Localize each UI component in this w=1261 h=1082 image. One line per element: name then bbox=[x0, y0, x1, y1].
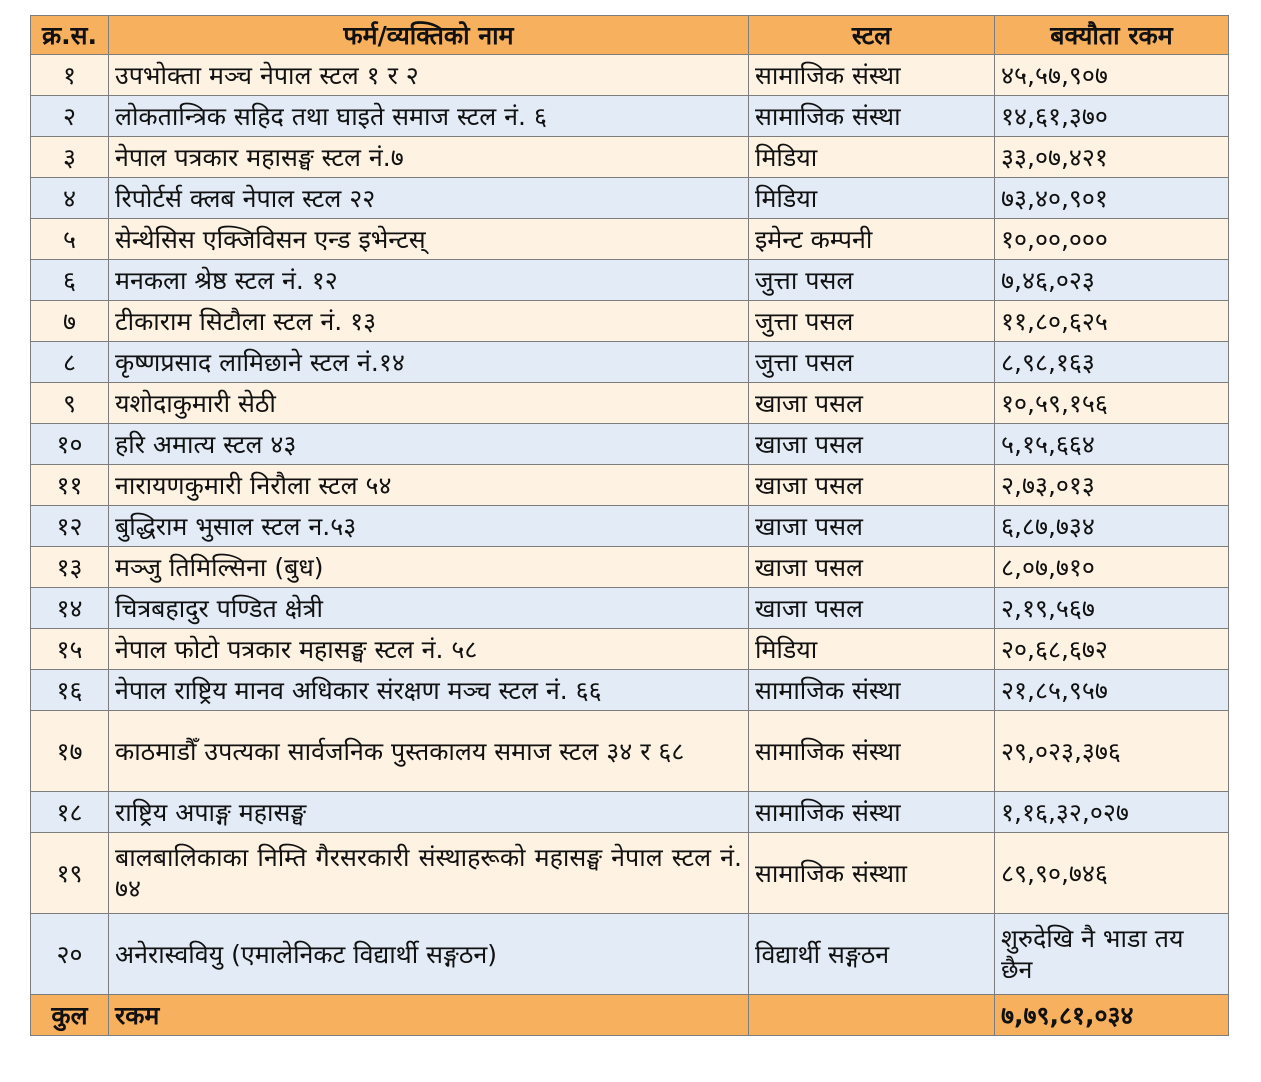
row-sn: १२ bbox=[31, 506, 109, 547]
table-row bbox=[31, 424, 1229, 465]
table-row bbox=[31, 383, 1229, 424]
row-sn: ५ bbox=[31, 219, 109, 260]
row-sn: २ bbox=[31, 96, 109, 137]
row-sn: ४ bbox=[31, 178, 109, 219]
row-stall: सामाजिक संस्था bbox=[749, 711, 995, 792]
row-sn: १८ bbox=[31, 792, 109, 833]
row-name: मनकला श्रेष्ठ स्टल नं. १२ bbox=[109, 260, 749, 301]
row-amount: ८,९८,१६३ bbox=[995, 342, 1229, 383]
row-name: अनेरास्ववियु (एमालेनिकट विद्यार्थी सङ्गठन) bbox=[109, 914, 749, 995]
total-empty-cell bbox=[749, 995, 995, 1036]
row-sn: ८ bbox=[31, 342, 109, 383]
table-row bbox=[31, 219, 1229, 260]
row-name: मञ्जु तिमिल्सिना (बुध) bbox=[109, 547, 749, 588]
row-amount: २,१९,५६७ bbox=[995, 588, 1229, 629]
row-name: कृष्णप्रसाद लामिछाने स्टल नं.१४ bbox=[109, 342, 749, 383]
row-amount: २,७३,०१३ bbox=[995, 465, 1229, 506]
table-row bbox=[31, 301, 1229, 342]
row-stall: सामाजिक संस्था bbox=[749, 96, 995, 137]
table-row bbox=[31, 670, 1229, 711]
row-stall: विद्यार्थी सङ्गठन bbox=[749, 914, 995, 995]
table-row bbox=[31, 629, 1229, 670]
row-amount: ७,४६,०२३ bbox=[995, 260, 1229, 301]
row-stall: सामाजिक संस्थाा bbox=[749, 833, 995, 914]
row-stall: मिडिया bbox=[749, 178, 995, 219]
row-name: रिपोर्टर्स क्लब नेपाल स्टल २२ bbox=[109, 178, 749, 219]
row-name: नेपाल राष्ट्रिय मानव अधिकार संरक्षण मञ्च स्टल नं. ६६ bbox=[109, 670, 749, 711]
table-row bbox=[31, 137, 1229, 178]
row-name: नारायणकुमारी निरौला स्टल ५४ bbox=[109, 465, 749, 506]
row-sn: १३ bbox=[31, 547, 109, 588]
table-row bbox=[31, 914, 1229, 995]
row-sn: ६ bbox=[31, 260, 109, 301]
row-sn: १० bbox=[31, 424, 109, 465]
row-amount: २१,८५,९५७ bbox=[995, 670, 1229, 711]
row-name: बुद्धिराम भुसाल स्टल न.५३ bbox=[109, 506, 749, 547]
dues-table bbox=[30, 15, 1229, 1036]
row-amount: ४५,५७,९०७ bbox=[995, 55, 1229, 96]
row-amount: ८९,९०,७४६ bbox=[995, 833, 1229, 914]
row-sn: २० bbox=[31, 914, 109, 995]
row-stall: खाजा पसल bbox=[749, 424, 995, 465]
row-sn: १९ bbox=[31, 833, 109, 914]
row-name: बालबालिकाका निम्ति गैरसरकारी संस्थाहरूको महासङ्घ नेपाल स्टल नं. ७४ bbox=[109, 833, 749, 914]
row-name: राष्ट्रिय अपाङ्ग महासङ्घ bbox=[109, 792, 749, 833]
row-name: यशोदाकुमारी सेठी bbox=[109, 383, 749, 424]
header-name: फर्म/व्यक्तिको नाम bbox=[109, 16, 749, 55]
row-amount: ११,८०,६२५ bbox=[995, 301, 1229, 342]
row-stall: मिडिया bbox=[749, 137, 995, 178]
row-stall: सामाजिक संस्था bbox=[749, 670, 995, 711]
row-amount: १,१६,३२,०२७ bbox=[995, 792, 1229, 833]
table-row bbox=[31, 55, 1229, 96]
row-stall: जुत्ता पसल bbox=[749, 342, 995, 383]
table-row bbox=[31, 547, 1229, 588]
row-stall: जुत्ता पसल bbox=[749, 301, 995, 342]
row-amount: शुरुदेखि नै भाडा तय छैन bbox=[995, 914, 1229, 995]
header-sn: क्र.स. bbox=[31, 16, 109, 55]
row-amount: ७३,४०,९०१ bbox=[995, 178, 1229, 219]
row-stall: जुत्ता पसल bbox=[749, 260, 995, 301]
row-name: लोकतान्त्रिक सहिद तथा घाइते समाज स्टल नं. ६ bbox=[109, 96, 749, 137]
row-amount: २९,०२३,३७६ bbox=[995, 711, 1229, 792]
row-name: काठमाडौँ उपत्यका सार्वजनिक पुस्तकालय समाज स्टल ३४ र ६८ bbox=[109, 711, 749, 792]
row-name: नेपाल फोटो पत्रकार महासङ्घ स्टल नं. ५८ bbox=[109, 629, 749, 670]
table-row bbox=[31, 506, 1229, 547]
table-row bbox=[31, 833, 1229, 914]
row-stall: इमेन्ट कम्पनी bbox=[749, 219, 995, 260]
table-row bbox=[31, 792, 1229, 833]
row-amount: २०,६८,६७२ bbox=[995, 629, 1229, 670]
row-stall: खाजा पसल bbox=[749, 506, 995, 547]
row-stall: खाजा पसल bbox=[749, 588, 995, 629]
total-row bbox=[31, 995, 1229, 1036]
table-header bbox=[31, 16, 1229, 55]
row-amount: १०,५९,१५६ bbox=[995, 383, 1229, 424]
row-name: हरि अमात्य स्टल ४३ bbox=[109, 424, 749, 465]
row-sn: १५ bbox=[31, 629, 109, 670]
row-amount: ३३,०७,४२१ bbox=[995, 137, 1229, 178]
row-stall: सामाजिक संस्था bbox=[749, 55, 995, 96]
table-row bbox=[31, 178, 1229, 219]
row-stall: सामाजिक संस्था bbox=[749, 792, 995, 833]
row-sn: १४ bbox=[31, 588, 109, 629]
total-amount: ७,७९,८१,०३४ bbox=[995, 995, 1229, 1036]
total-label-name: रकम bbox=[109, 995, 749, 1036]
row-stall: खाजा पसल bbox=[749, 383, 995, 424]
table-row bbox=[31, 342, 1229, 383]
row-sn: १६ bbox=[31, 670, 109, 711]
row-name: टीकाराम सिटौला स्टल नं. १३ bbox=[109, 301, 749, 342]
row-sn: ११ bbox=[31, 465, 109, 506]
row-stall: मिडिया bbox=[749, 629, 995, 670]
row-stall: खाजा पसल bbox=[749, 465, 995, 506]
table-row bbox=[31, 96, 1229, 137]
table-row bbox=[31, 711, 1229, 792]
row-name: नेपाल पत्रकार महासङ्घ स्टल नं.७ bbox=[109, 137, 749, 178]
row-name: सेन्थेसिस एक्जिविसन एन्ड इभेन्टस् bbox=[109, 219, 749, 260]
table-body bbox=[31, 55, 1229, 995]
row-sn: १ bbox=[31, 55, 109, 96]
total-label-sn: कुल bbox=[31, 995, 109, 1036]
row-sn: ७ bbox=[31, 301, 109, 342]
row-amount: १०,००,००० bbox=[995, 219, 1229, 260]
row-amount: ५,१५,६६४ bbox=[995, 424, 1229, 465]
row-sn: ३ bbox=[31, 137, 109, 178]
table-footer bbox=[31, 995, 1229, 1036]
table-row bbox=[31, 588, 1229, 629]
row-amount: १४,६१,३७० bbox=[995, 96, 1229, 137]
row-sn: ९ bbox=[31, 383, 109, 424]
row-amount: ८,०७,७१० bbox=[995, 547, 1229, 588]
row-name: चित्रबहादुर पण्डित क्षेत्री bbox=[109, 588, 749, 629]
table-row bbox=[31, 465, 1229, 506]
header-stall: स्टल bbox=[749, 16, 995, 55]
row-sn: १७ bbox=[31, 711, 109, 792]
row-stall: खाजा पसल bbox=[749, 547, 995, 588]
table-row bbox=[31, 260, 1229, 301]
row-amount: ६,८७,७३४ bbox=[995, 506, 1229, 547]
header-amount: बक्यौता रकम bbox=[995, 16, 1229, 55]
row-name: उपभोक्ता मञ्च नेपाल स्टल १ र २ bbox=[109, 55, 749, 96]
